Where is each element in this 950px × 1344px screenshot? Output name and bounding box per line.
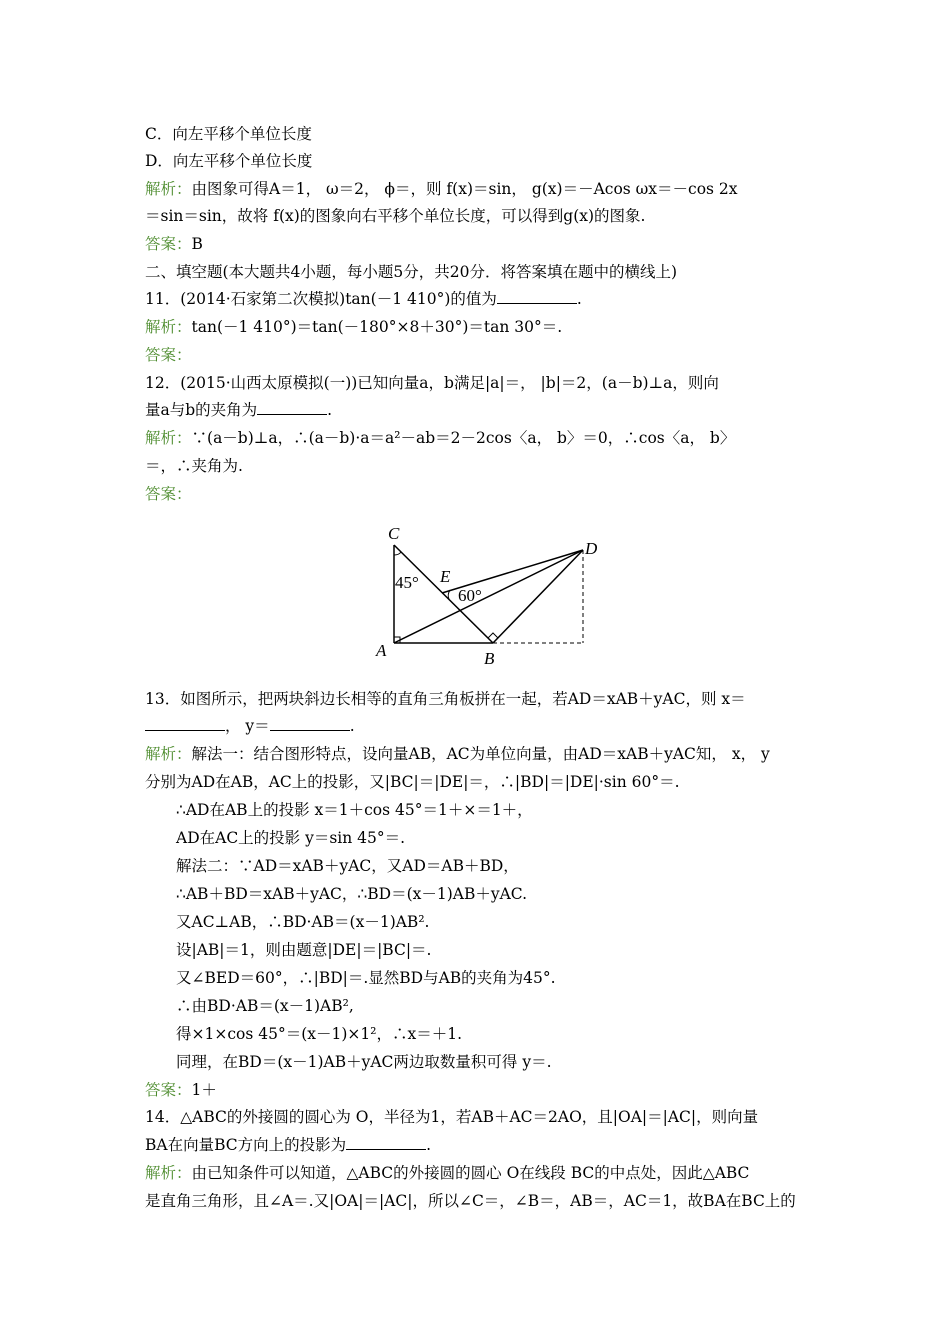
- period: .: [576, 290, 582, 308]
- angle-label-60: 60°: [458, 586, 482, 605]
- answer-label: 答案：: [145, 346, 192, 364]
- right-angle-b: [488, 633, 498, 643]
- solution-line: [145, 317, 815, 337]
- solution-line: ∴由BD·AB＝(x－1)AB²,: [176, 997, 354, 1015]
- solution-line: 又∠BED＝60°，∴|BD|＝.显然BD与AB的夹角为45°.: [176, 969, 556, 987]
- answer-label: 答案：: [145, 1081, 192, 1099]
- solution-label: 解析：: [145, 180, 192, 198]
- solution-line: 分别为AD在AB，AC上的投影，又|BC|＝|DE|＝，∴|BD|＝|DE|·sin 60°＝.: [145, 773, 680, 791]
- solution-text: 解法一：结合图形特点，设向量AB，AC为单位向量，由AD＝xAB＋yAC知， x， y: [191, 745, 770, 763]
- solution-text: 由已知条件可以知道，△ABC的外接圆的圆心 O在线段 BC的中点处，因此△ABC: [191, 1164, 750, 1182]
- solution-text: ∵(a－b)⊥a，∴(a－b)·a＝a²－ab＝2－2cos〈a， b〉＝0，∴cos〈a， b〉: [191, 429, 736, 447]
- section-heading: 二、填空题(本大题共4小题，每小题5分，共20分．将答案填在题中的横线上): [145, 263, 678, 281]
- solution-label: 解析：: [145, 1164, 192, 1182]
- option-d: D．向左平移个单位长度: [145, 152, 313, 170]
- solution-label: 解析：: [145, 429, 192, 447]
- angle-label-45: 45°: [395, 573, 419, 592]
- solution-line: 是直角三角形，且∠A＝.又|OA|＝|AC|，所以∠C＝，∠B＝，AB＝，AC＝1，故BA在BC上的: [145, 1192, 796, 1210]
- solution-text: tan(－1 410°)＝tan(－180°×8＋30°)＝tan 30°＝.: [191, 318, 563, 336]
- question-13: 13．如图所示，把两块斜边长相等的直角三角板拼在一起，若AD＝xAB＋yAC，则 x＝: [145, 690, 746, 708]
- period: .: [426, 1136, 432, 1154]
- solution-line: ＝，∴夹角为.: [145, 457, 243, 475]
- solution-line: [145, 1163, 815, 1183]
- solution-line: [145, 428, 815, 448]
- solution-line: ∴AD在AB上的投影 x＝1＋cos 45°＝1＋×＝1＋，: [176, 801, 533, 819]
- solution-line: 又AC⊥AB，∴BD·AB＝(x－1)AB².: [176, 913, 430, 931]
- answer-blank: [346, 1135, 426, 1150]
- answer-blank: [497, 289, 577, 304]
- solution-label: 解析：: [145, 745, 192, 763]
- solution-line: [145, 744, 815, 764]
- solution-line: 得×1×cos 45°＝(x－1)×1²，∴x＝＋1.: [176, 1025, 462, 1043]
- label-d: D: [585, 539, 598, 558]
- question-14: 14．△ABC的外接圆的圆心为 O，半径为1，若AB＋AC＝2AO，且|OA|＝|AC|，则向量: [145, 1108, 759, 1126]
- question-text: BA在向量BC方向上的投影为: [145, 1136, 347, 1154]
- edge-ad: [394, 550, 583, 643]
- question-12-cont: [145, 400, 815, 420]
- question-11: [145, 289, 815, 309]
- question-text: 量a与b的夹角为: [145, 401, 258, 419]
- question-text: ， y＝: [225, 717, 270, 735]
- answer-line: [145, 484, 815, 504]
- solution-line: 解法二：∵AD＝xAB＋yAC，又AD＝AB＋BD，: [176, 857, 519, 875]
- solution-line: 设|AB|＝1，则由题意|DE|＝|BC|＝.: [176, 941, 432, 959]
- question-text: 11．(2014·石家第二次模拟)tan(－1 410°)的值为: [145, 290, 497, 308]
- answer-line: [145, 345, 815, 365]
- answer-value: B: [191, 235, 203, 253]
- solution-line: ＝sin＝sin，故将 f(x)的图象向右平移个单位长度，可以得到g(x)的图象.: [145, 207, 646, 225]
- question-12: 12．(2015·山西太原模拟(一))已知向量a，b满足|a|＝， |b|＝2，(a－b)⊥a，则向: [145, 374, 719, 392]
- answer-blank-x: [145, 716, 225, 731]
- question-13-cont: [145, 716, 815, 736]
- angle-arc-c: [394, 552, 401, 555]
- solution-line: 同理，在BD＝(x－1)AB＋yAC两边取数量积可得 y＝.: [176, 1053, 552, 1071]
- answer-line: [145, 1080, 815, 1100]
- period: .: [327, 401, 333, 419]
- answer-blank-y: [270, 716, 350, 731]
- answer-line: [145, 234, 815, 254]
- solution-line: AD在AC上的投影 y＝sin 45°＝.: [176, 829, 406, 847]
- answer-value: 1＋: [191, 1081, 217, 1099]
- answer-blank: [257, 400, 327, 415]
- solution-line: ∴AB＋BD＝xAB＋yAC，∴BD＝(x－1)AB＋yAC.: [176, 885, 528, 903]
- answer-label: 答案：: [145, 485, 192, 503]
- label-b: B: [484, 649, 495, 668]
- period: .: [349, 717, 355, 735]
- solution-line: [145, 179, 815, 199]
- solution-text: 由图象可得A＝1， ω＝2， ϕ＝，则 f(x)＝sin， g(x)＝－Acos ωx＝－cos 2x: [191, 180, 738, 198]
- solution-label: 解析：: [145, 318, 192, 336]
- triangle-figure: [370, 518, 620, 668]
- label-e: E: [440, 567, 451, 586]
- option-c: C．向左平移个单位长度: [145, 125, 312, 143]
- label-c: C: [388, 524, 400, 543]
- label-a: A: [376, 641, 387, 660]
- question-14-cont: [145, 1135, 815, 1155]
- answer-label: 答案：: [145, 235, 192, 253]
